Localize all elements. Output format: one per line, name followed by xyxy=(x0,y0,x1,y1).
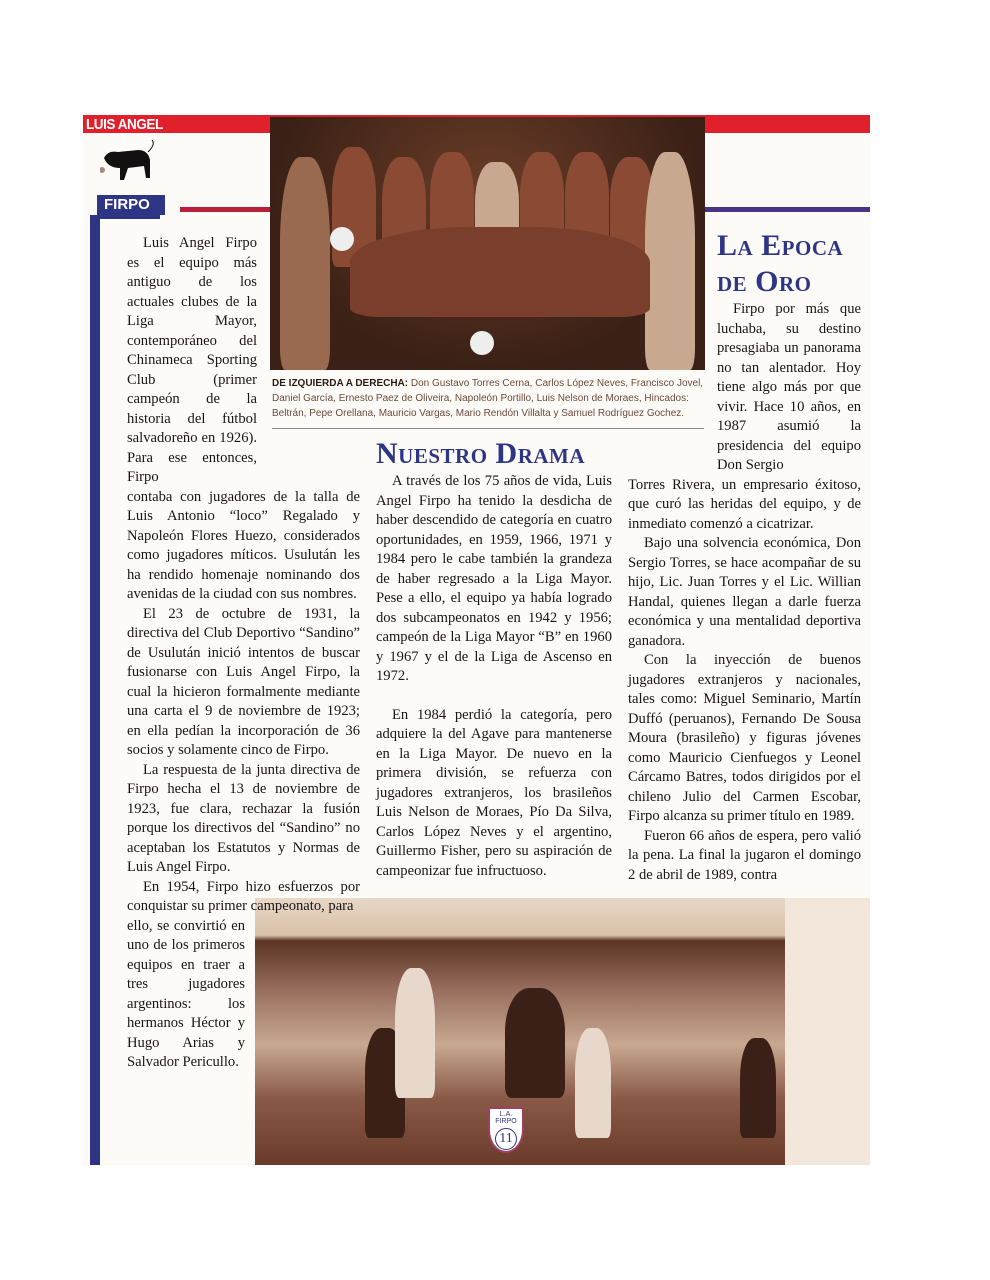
col3-paragraph: Con la inyección de buenos jugadores extranjeros y nacionales, tales como: Miguel Seminario, Martín Duffó (peruanos), Fernando De Sousa Moura (brasileño) y figuras jóvenes como Mauricio Cienfuegos y Leonel Cárcamo Batres, todos dirigidos por el chileno Julio del Carmen Escobar, Firpo alcanza su primer título en 1989. xyxy=(628,652,861,824)
column-3 xyxy=(628,228,861,885)
column-1 xyxy=(127,234,360,1073)
beige-strip xyxy=(785,898,870,1165)
col1-paragraph: ello, se convirtió en uno de los primeros equipos en traer a tres jugadores argentinos: los hermanos Héctor y Hugo Arias y Salvador Pericullo. xyxy=(127,917,245,1070)
col1-paragraph: En 1954, Firpo hizo esfuerzos por conquistar su primer campeonato, para xyxy=(127,878,360,914)
red-rule xyxy=(180,207,270,212)
bull-logo-icon xyxy=(100,140,160,185)
col1-end xyxy=(127,917,245,1073)
col1-paragraph: La respuesta de la junta directiva de Firpo hecha el 13 de noviembre de 1923, fue clara, rechazar la fusión porque los directivos del “Sandino” no aceptaban los Estatutos y Normas de Luis Angel Firpo. xyxy=(127,761,360,875)
right-blue-rule xyxy=(705,207,870,212)
caption-label: DE IZQUIERDA A DERECHA: xyxy=(272,378,409,389)
section-tag-firpo: FIRPO xyxy=(97,195,165,215)
col3-body xyxy=(628,476,861,886)
left-blue-rule xyxy=(90,215,100,1165)
col1-paragraph: El 23 de octubre de 1931, la directiva del Club Deportivo “Sandino” de Usulután inició intentos de buscar fusionarse con Luis Angel Firpo, la cual la hicieron formalmente mediante una carta el 9 de noviembre de 1923; en ella pedían la incorporación de 36 socios y solamente cinco de Firpo. xyxy=(127,605,360,758)
badge-label: L.A. FIRPO xyxy=(495,1111,517,1125)
column-2 xyxy=(376,436,613,881)
col1-paragraph: Luis Angel Firpo es el equipo más antiguo de los actuales clubes de la Liga Mayor, contemporáneo del Chinameca Sporting Club (primer campeón de la historia del fútbol salvadoreño en 1926). Para ese entonces, Firpo xyxy=(127,235,257,485)
col3-paragraph: Torres Rivera, un empresario éxitoso, que curó las heridas del equipo, y de inmediato comenzó a cicatrizar. xyxy=(628,476,861,532)
col3-paragraph: Bajo una solvencia económica, Don Sergio Torres, se hace acompañar de su hijo, Lic. Juan Torres y el Lic. Willian Handal, quienes llegan a darle fuerza económica y una mentalidad deportiva ganadora. xyxy=(628,535,861,649)
col3-intro xyxy=(717,300,861,476)
col1-intro xyxy=(127,234,257,488)
col2-paragraph: A través de los 75 años de vida, Luis Angel Firpo ha tenido la desdicha de haber descendido de categoría en cuatro oportunidades, en 1959, 1966, 1971 y 1984 pero le cabe también la grandeza de haber regresado a la Liga Mayor. Pese a ello, el equipo ya había logrado dos subcampeonatos en 1942 y 1956; campeón de la Liga Mayor “B” en 1960 y 1967 y el de la Liga de Ascenso en 1972. xyxy=(376,473,612,684)
blue-rule-top xyxy=(90,215,160,219)
heading-la-epoca-de-oro xyxy=(717,228,843,300)
heading-line: de Oro xyxy=(717,265,812,298)
heading-line: La Epoca xyxy=(717,229,844,262)
heading-nuestro-drama: Nuestro Drama xyxy=(376,437,586,470)
caption-text: Don Gustavo Torres Cerna, Carlos López Neves, Francisco Jovel, Daniel García, Ernesto Paez de Oliveira, Napoleón Portillo, Luis Nelson de Moraes, Hincados: Beltrán, Pepe Orellana, Mauricio Vargas, Mario Rendón Villalta y Samuel Rodríguez Gochez. xyxy=(272,378,704,419)
page-number: 11 xyxy=(495,1128,517,1150)
col2-body xyxy=(376,472,612,881)
col1-paragraph: contaba con jugadores de la talla de Luis Antonio “loco” Regalado y Napoleón Flores Huezo, considerados como jugadores míticos. Usulután les ha rendido homenaje nominando dos avenidas de la ciudad con sus nombres. xyxy=(127,488,360,602)
section-tag-luis-angel: LUIS ANGEL xyxy=(86,116,163,133)
col1-body xyxy=(127,488,360,917)
col3-paragraph: Firpo por más que luchaba, su destino presagiaba un panorama no tan alentador. Hoy tiene algo más por que vivir. Hace 10 años, en 1987 asumió la presidencia del equipo Don Sergio xyxy=(717,301,861,473)
page-badge xyxy=(488,1107,524,1153)
col2-paragraph: En 1984 perdió la categoría, pero adquiere la del Agave para mantenerse en la Liga Mayor. De nuevo en la primera división, se refuerza con jugadores extranjeros, los brasileños Luis Nelson de Moraes, Pío Da Silva, Carlos López Neves y el argentino, Guillermo Fisher, pero su aspiración de campeonizar fue infructuoso. xyxy=(376,706,612,879)
col3-paragraph: Fueron 66 años de espera, pero valió la pena. La final la jugaron el domingo 2 de abril de 1989, contra xyxy=(628,827,861,883)
